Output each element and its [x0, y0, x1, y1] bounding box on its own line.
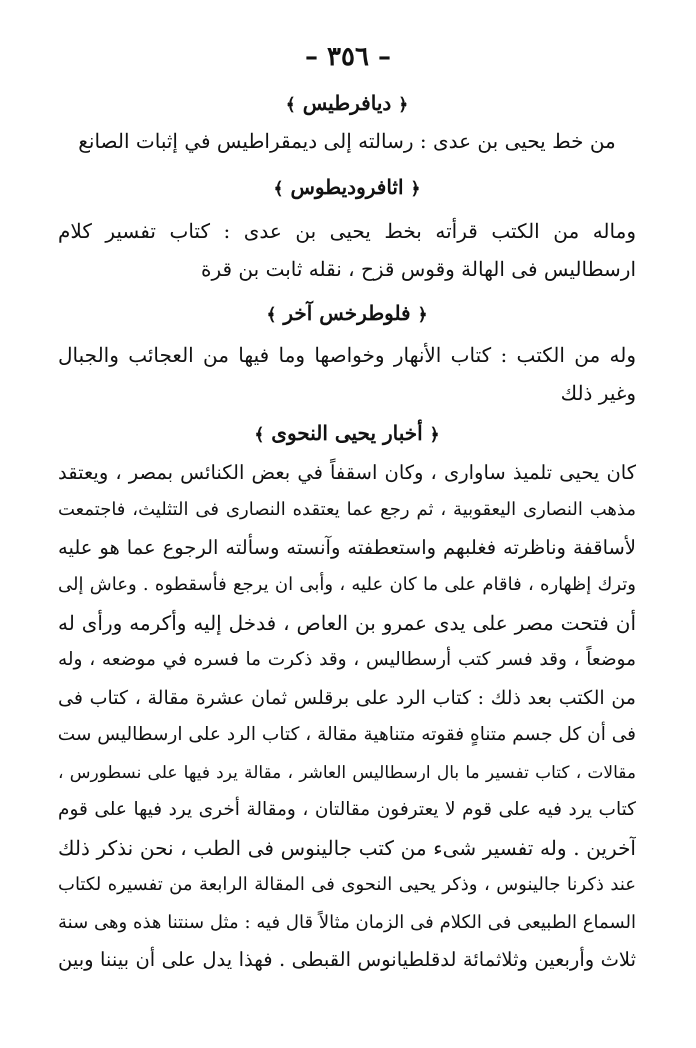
text-line: آخرين . وله تفسير شىء من كتب جالينوس فى الطب ، نحن نذكر ذلك [58, 836, 636, 860]
ornament-bracket-close: ﴾ [266, 305, 277, 325]
text-line: وترك إظهاره ، فاقام على ما كان عليه ، وأبى ان يرجع فأسقطوه . وعاش إلى [58, 574, 636, 595]
text-line: وغير ذلك [560, 381, 636, 405]
text-line: أن فتحت مصر على يدى عمرو بن العاص ، فدخل إليه وأكرمه ورأى له [58, 611, 636, 635]
section-heading-athafroditos [58, 172, 636, 202]
text-line: وله من الكتب : كتاب الأنهار وخواصها وما فيها من العجائب والجبال [58, 343, 636, 367]
section-heading-diafartis [58, 88, 636, 118]
text-line: السماع الطبيعى فى الكلام فى الزمان مثالاً قال فيه : مثل سنتنا هذه وهى سنة [58, 912, 636, 933]
text-line: لأساقفة وناظرته فغلبهم واستعطفته وآنسته وسألته الرجوع عما هو عليه [58, 536, 636, 559]
section-heading-yahya-nahwi [58, 418, 636, 448]
heading-text: ديافرطيس [302, 91, 392, 115]
ornament-bracket-close: ﴾ [254, 425, 265, 445]
ornament-bracket-open: ﴿ [398, 95, 409, 115]
text-line: مقالات ، كتاب تفسير ما بال ارسطاليس العاشر ، مقالة يرد فيها على نسطورس ، [58, 763, 636, 783]
ornament-bracket-open: ﴿ [417, 305, 428, 325]
text-line: عند ذكرنا جالينوس ، وذكر يحيى النحوى فى المقالة الرابعة من تفسيره لكتاب [58, 874, 636, 895]
text-line: من خط يحيى بن عدى : رسالته إلى ديمقراطيس في إثبات الصانع [78, 129, 616, 153]
section-heading-plutarch [58, 298, 636, 328]
text-line: وماله من الكتب قرأته بخط يحيى بن عدى : كتاب تفسير كلام [58, 219, 636, 243]
text-line: كتاب يرد فيه على قوم لا يعترفون مقالتان ، ومقالة أخرى يرد فيها على قوم [58, 799, 636, 820]
page-number: – ٣٥٦ – [304, 42, 392, 72]
ornament-bracket-open: ﴿ [410, 179, 421, 199]
ornament-bracket-close: ﴾ [273, 179, 284, 199]
ornament-bracket-open: ﴿ [429, 425, 440, 445]
text-line: مذهب النصارى اليعقوبية ، ثم رجع عما يعتقده النصارى فى التثليث، فاجتمعت [58, 499, 636, 520]
ornament-bracket-close: ﴾ [285, 95, 296, 115]
text-line: كان يحيى تلميذ ساوارى ، وكان اسقفاً في بعض الكنائس بمصر ، ويعتقد [58, 461, 636, 484]
text-line: من الكتب بعد ذلك : كتاب الرد على برقلس ثمان عشرة مقالة ، كتاب فى [58, 687, 636, 709]
text-line: ثلاث وأربعين وثلاثمائة لدقلطيانوس القبطى . فهذا يدل على أن بيننا وبين [58, 948, 636, 971]
heading-text: اثافروديطوس [290, 175, 404, 199]
text-line: فى أن كل جسم متناهٍ فقوته متناهية مقالة ، كتاب الرد على ارسطاليس ست [58, 724, 636, 745]
heading-text: فلوطرخس آخر [283, 301, 411, 325]
text-line: ارسطاليس فى الهالة وقوس قزح ، نقله ثابت بن قرة [200, 257, 636, 281]
text-line: موضعاً ، وقد فسر كتب أرسطاليس ، وقد ذكرت ما فسره في موضعه ، وله [58, 649, 636, 670]
heading-text: أخبار يحيى النحوى [271, 421, 423, 445]
